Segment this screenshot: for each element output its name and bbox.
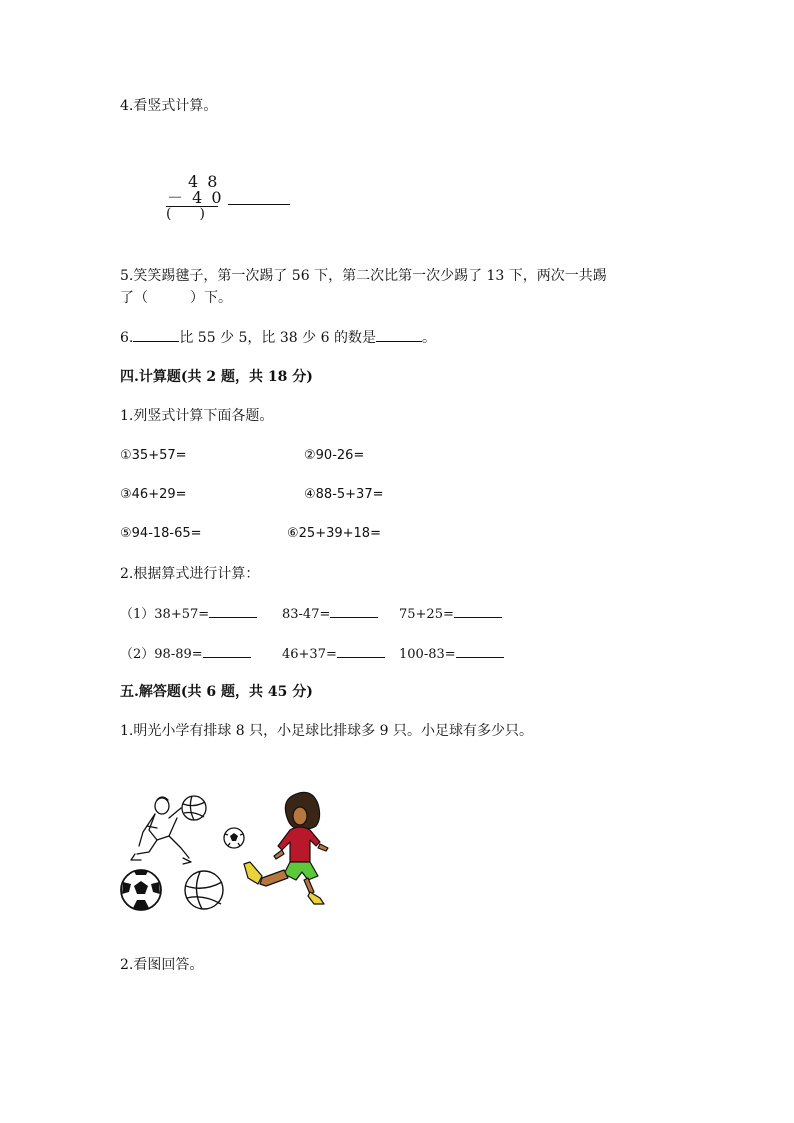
s4-q2-row1-col3 [399,603,502,625]
row2-blank-1[interactable] [203,643,251,658]
q4-label: 4.看竖式计算。 [120,98,218,114]
sports-illustration [120,790,350,920]
row1-expr-1: 38+57= [154,607,210,622]
q6-blank-2[interactable] [376,327,422,342]
q6 [120,327,436,348]
s4-q2-row1 [120,603,257,625]
s4-q2-row1-col2 [282,603,378,625]
row2-expr-1: 98-89= [154,647,203,662]
row2-expr-3: 100-83= [399,647,456,662]
section4-title: 四.计算题(共 2 题，共 18 分) [120,369,313,385]
calc-item-1: ①35+57= [120,448,187,463]
s5-q2-text: 2.看图回答。 [120,957,204,973]
row1-blank-1[interactable] [209,603,257,618]
calc-item-2: ②90-26= [304,448,365,463]
soccer-ball-icon [121,870,161,911]
s4-q2-row2-col2 [282,643,385,665]
s5-q1-text: 1.明光小学有排球 8 只，小足球比排球多 9 只。小足球有多少只。 [120,723,533,739]
q4-minus-row: － 4 0 [167,188,224,207]
q6-suffix: 。 [421,330,436,346]
q4-paren: ( ) [166,206,205,222]
volleyball-icon [185,871,223,909]
q5-line1: 5.笑笑踢毽子，第一次踢了 56 下，第二次比第一次少踢了 13 下，两次一共踢 [120,268,607,284]
s4-q2-row2 [120,643,251,665]
row1-expr-3: 75+25= [399,607,454,622]
calc-item-6: ⑥25+39+18= [287,526,381,541]
soccer-ball-icon [224,828,244,848]
row2-expr-2: 46+37= [282,647,337,662]
row2-prefix: （2） [120,647,155,662]
row2-blank-3[interactable] [456,643,504,658]
q5-line2: 了（ ）下。 [120,290,232,306]
volleyball-icon [182,796,206,820]
s4-q2-label: 2.根据算式进行计算： [120,566,260,582]
row2-blank-2[interactable] [337,643,385,658]
q6-blank-1[interactable] [133,327,179,342]
row1-blank-3[interactable] [454,603,502,618]
calc-item-3: ③46+29= [120,487,187,502]
q4-top-number: 4 8 [188,172,220,191]
calc-item-4: ④88-5+37= [304,487,384,502]
section5-title: 五.解答题(共 6 题，共 45 分) [120,684,313,700]
calc-item-5: ⑤94-18-65= [120,526,202,541]
girl-kicking-icon [244,792,328,904]
row1-expr-2: 83-47= [282,607,331,622]
q6-mid: 比 55 少 5，比 38 少 6 的数是 [179,330,376,346]
row1-prefix: （1） [120,607,155,622]
row1-blank-2[interactable] [330,603,378,618]
s4-q2-row2-col3 [399,643,504,665]
q4-answer-blank[interactable] [228,204,290,205]
s4-q1-label: 1.列竖式计算下面各题。 [120,408,274,424]
q6-prefix: 6. [120,330,134,346]
